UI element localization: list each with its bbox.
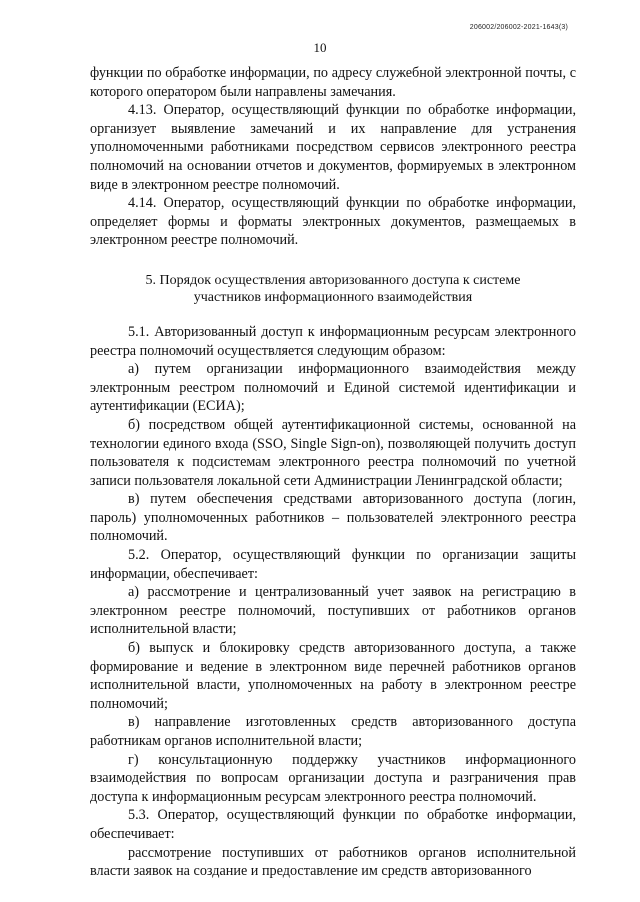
paragraph-5-2: 5.2. Оператор, осуществляющий функции по организации защиты информации, обеспечивает: xyxy=(90,547,576,582)
paragraph-5-2-b: б) выпуск и блокировку средств авторизованного доступа, а также формирование и ведение в электронном виде перечней работников органов исполнительной власти, уполномоченных на работу в электронном реестре полномочий; xyxy=(90,640,576,712)
paragraph-5-2-a: а) рассмотрение и централизованный учет заявок на регистрацию в электронном реестре полномочий, поступивших от работников органов исполнительной власти; xyxy=(90,584,576,638)
paragraph-5-3: 5.3. Оператор, осуществляющий функции по обработке информации, обеспечивает: xyxy=(90,807,576,842)
paragraph-5-2-v: в) направление изготовленных средств авторизованного доступа работникам органов исполнительной власти; xyxy=(90,714,576,749)
section-title-line-1: 5. Порядок осуществления авторизованного доступа к системе xyxy=(145,272,521,288)
paragraph-4-13: 4.13. Оператор, осуществляющий функции по обработке информации, организует выявление замечаний и их направление для устранения уполномоченными работниками посредством сервисов электронного реестра полномочий на основании отчетов и документов, формируемых в электронном виде в электронном реестре полномочий. xyxy=(90,102,576,193)
paragraph-continuation: функции по обработке информации, по адресу служебной электронной почты, с которого оператором были направлены замечания. xyxy=(90,65,576,100)
paragraph-5-3-a: рассмотрение поступивших от работников органов исполнительной власти заявок на создание и предоставление им средств авторизованного xyxy=(90,844,576,880)
section-title xyxy=(90,272,576,307)
paragraph-5-2-g: г) консультационную поддержку участников информационного взаимодействия по вопросам организации доступа и разграничения прав доступа к информационным ресурсам электронного реестра полномочий. xyxy=(90,751,576,805)
paragraph-5-1: 5.1. Авторизованный доступ к информационным ресурсам электронного реестра полномочий осуществляется следующим образом: xyxy=(90,323,576,359)
document-id: 206002/206002-2021-1643(3) xyxy=(469,24,568,31)
section-title-line-2: участников информационного взаимодействия xyxy=(193,290,473,306)
document-body xyxy=(90,64,576,881)
paragraph-5-1-b: б) посредством общей аутентификационной системы, основанной на технологии единого входа (SSO, Single Sign-on), позволяющей получить доступ пользователя к подсистемам электронного реестра полномочий по учетной записи пользователя локальной сети Администрации Ленинградской области; xyxy=(90,416,576,489)
paragraph-5-1-a: а) путем организации информационного взаимодействия между электронным реестром полномочий и Единой системой идентификации и аутентификации (ЕСИА); xyxy=(90,361,576,415)
paragraph-5-1-v: в) путем обеспечения средствами авторизованного доступа (логин, пароль) уполномоченных работников – пользователей электронного реестра полномочий. xyxy=(90,491,576,545)
page-number: 10 xyxy=(313,40,327,55)
paragraph-4-14: 4.14. Оператор, осуществляющий функции по обработке информации, определяет формы и форматы электронных документов, размещаемых в электронном реестре полномочий. xyxy=(90,195,576,249)
